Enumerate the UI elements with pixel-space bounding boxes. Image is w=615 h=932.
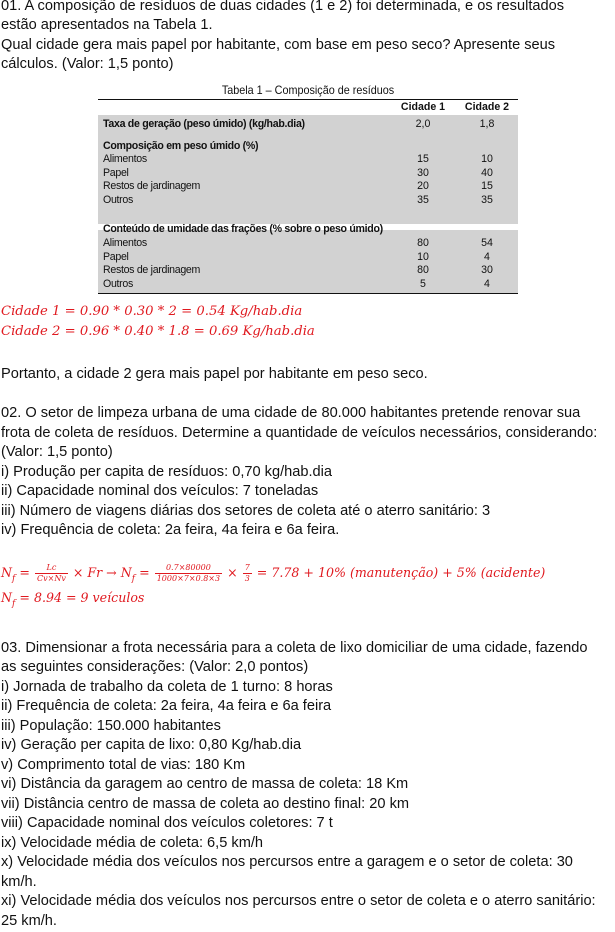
- formula-final-result: = 8.94 = 9 veículos: [19, 590, 145, 605]
- equals-sign: =: [19, 565, 30, 580]
- q3-line-8: vi) Distância da garagem ao centro de massa de coleta: 18 Km: [1, 776, 409, 792]
- q3-line-4: ii) Frequência de coleta: 2a feira, 4a feira e 6a feira: [1, 698, 332, 714]
- q2-formula: [1, 563, 545, 584]
- q2-line-7: iv) Frequência de coleta: 2a feira, 4a feira e 6a feira.: [1, 522, 340, 538]
- fraction-denominator: 3: [244, 574, 250, 583]
- moisture-band: [98, 223, 518, 293]
- moisture-heading: Conteúdo de umidade das frações (% sobre o peso úmido): [103, 223, 383, 235]
- row-label: Alimentos: [103, 237, 147, 249]
- generation-row: [103, 118, 515, 131]
- q1-line-4: cálculos. (Valor: 1,5 ponto): [1, 56, 174, 72]
- q3-line-6: iv) Geração per capita de lixo: 0,80 Kg/hab.dia: [1, 737, 302, 753]
- row-label: Restos de jardinagem: [103, 264, 201, 276]
- q3-line-2: as seguintes considerações: (Valor: 2,0 pontos): [1, 659, 309, 675]
- table-row: [103, 180, 515, 193]
- fraction-numerator: Lc: [35, 563, 68, 574]
- equals-sign: =: [139, 565, 150, 580]
- calc-cidade-1-expr: Cidade 1 = 0.90 * 0.30 * 2 = 0.54: [1, 304, 226, 319]
- row-c1: 35: [417, 193, 429, 206]
- q2-line-6: iii) Número de viagens diárias dos setores de coleta até o aterro sanitário: 3: [1, 503, 491, 519]
- table-header-row: [103, 101, 515, 114]
- generation-label: Taxa de geração (peso úmido) (kg/hab.dia): [103, 118, 305, 130]
- composition-table: [98, 99, 518, 294]
- q1-line-3: Qual cidade gera mais papel por habitante, com base em peso seco? Apresente seus: [1, 37, 556, 53]
- table-row: [103, 278, 515, 291]
- calc-cidade-1: [1, 304, 302, 319]
- fraction-numerator: 7: [244, 563, 250, 572]
- header-cidade-1: Cidade 1: [400, 101, 446, 113]
- header-cidade-2: Cidade 2: [464, 101, 510, 113]
- row-c1: 5: [420, 277, 426, 290]
- nf-subscript: f: [12, 574, 16, 584]
- row-label: Restos de jardinagem: [103, 180, 201, 192]
- generation-c2: 1,8: [479, 118, 495, 130]
- table-row: [103, 237, 515, 250]
- q3-line-14: xi) Velocidade média dos veículos nos percursos entre o setor de coleta e o aterro sanitário:: [1, 893, 596, 909]
- q3-line-15: 25 km/h.: [1, 913, 57, 929]
- row-label: Outros: [103, 277, 133, 290]
- calc-cidade-2: [1, 324, 315, 339]
- table-row: [103, 167, 515, 180]
- table-row: [103, 264, 515, 277]
- generation-c1: 2,0: [415, 118, 431, 130]
- fraction-lc: [35, 563, 68, 584]
- row-c2: 30: [481, 264, 493, 276]
- nf-symbol: N: [1, 590, 13, 605]
- q3-line-9: vii) Distância centro de massa de coleta ao destino final: 20 km: [1, 796, 410, 812]
- table-row: [103, 251, 515, 264]
- row-c2: 4: [484, 277, 490, 290]
- fraction-numerator: 0.7×80000: [155, 563, 222, 574]
- q3-line-11: ix) Velocidade média de coleta: 6,5 km/h: [1, 835, 264, 851]
- composition-heading: Composição em peso úmido (%): [103, 140, 259, 152]
- calc-cidade-2-expr: Cidade 2 = 0.96 * 0.40 * 1.8 = 0.69: [1, 324, 239, 339]
- table-row: [103, 153, 515, 166]
- nf-symbol: N: [120, 565, 132, 580]
- table-caption: Tabela 1 – Composição de resíduos: [221, 83, 395, 97]
- row-c2: 35: [481, 193, 493, 206]
- row-c1: 80: [417, 264, 429, 276]
- row-c2: 15: [481, 180, 493, 192]
- nf-subscript: f: [131, 574, 136, 584]
- row-c1: 15: [417, 153, 429, 165]
- row-label: Papel: [103, 166, 129, 179]
- q3-line-5: iii) População: 150.000 habitantes: [1, 718, 221, 734]
- q2-line-2: frota de coleta de resíduos. Determine a quantidade de veículos necessários, considerando:: [1, 425, 598, 441]
- q2-line-5: ii) Capacidade nominal dos veículos: 7 toneladas: [1, 483, 319, 499]
- q2-formula-line-2: [1, 590, 144, 609]
- q3-line-3: i) Jornada de trabalho da coleta de 1 turno: 8 horas: [1, 679, 333, 695]
- composition-heading-row: [103, 140, 515, 153]
- row-c2: 54: [481, 237, 493, 249]
- q1-line-2: estão apresentados na Tabela 1.: [1, 17, 213, 33]
- table-header-band: [98, 100, 518, 115]
- formula-result: = 7.78 + 10% (manutenção) + 5% (acidente): [256, 565, 546, 580]
- q1-conclusion: Portanto, a cidade 2 gera mais papel por habitante em peso seco.: [1, 366, 428, 382]
- times-sign: ×: [227, 565, 238, 580]
- q3-line-1: 03. Dimensionar a frota necessária para a coleta de lixo domiciliar de uma cidade, fazendo: [1, 640, 588, 656]
- fraction-denominator: 1000×7×0.8×3: [156, 574, 221, 583]
- table-row: [103, 194, 515, 207]
- fraction-frequency: [243, 563, 252, 584]
- q3-line-10: viii) Capacidade nominal dos veículos coletores: 7 t: [1, 815, 333, 831]
- nf-subscript: f: [12, 599, 16, 609]
- times-fr: × Fr →: [72, 565, 117, 580]
- q1-line-1: 01. A composição de resíduos de duas cidades (1 e 2) foi determinada, e os resultados: [1, 0, 565, 14]
- row-label: Outros: [103, 193, 133, 206]
- q3-line-12: x) Velocidade média dos veículos nos percursos entre a garagem e o setor de coleta: 30: [1, 854, 573, 870]
- q2-line-1: 02. O setor de limpeza urbana de uma cidade de 80.000 habitantes pretende renovar sua: [1, 405, 581, 421]
- q3-line-7: v) Comprimento total de vias: 180 Km: [1, 757, 246, 773]
- fraction-values: [155, 563, 222, 584]
- row-c2: 10: [481, 153, 493, 165]
- q3-line-13: km/h.: [1, 874, 37, 890]
- row-label: Papel: [103, 250, 129, 263]
- q2-line-3: (Valor: 1,5 ponto): [1, 444, 113, 460]
- calc-cidade-2-unit: Kg/hab.dia: [242, 324, 315, 339]
- nf-symbol: N: [1, 565, 13, 580]
- row-label: Alimentos: [103, 153, 147, 165]
- q2-line-4: i) Produção per capita de resíduos: 0,70 kg/hab.dia: [1, 464, 333, 480]
- row-c2: 40: [481, 166, 493, 179]
- calc-cidade-1-unit: Kg/hab.dia: [229, 304, 303, 319]
- row-c1: 30: [417, 166, 429, 179]
- composition-band: [98, 135, 518, 224]
- moisture-heading-row: [103, 223, 515, 236]
- row-c1: 10: [417, 250, 429, 263]
- row-c1: 20: [417, 180, 429, 192]
- row-c1: 80: [417, 237, 429, 249]
- fraction-denominator: Cv×Nv: [36, 574, 66, 583]
- generation-band: [98, 115, 518, 135]
- row-c2: 4: [484, 250, 490, 263]
